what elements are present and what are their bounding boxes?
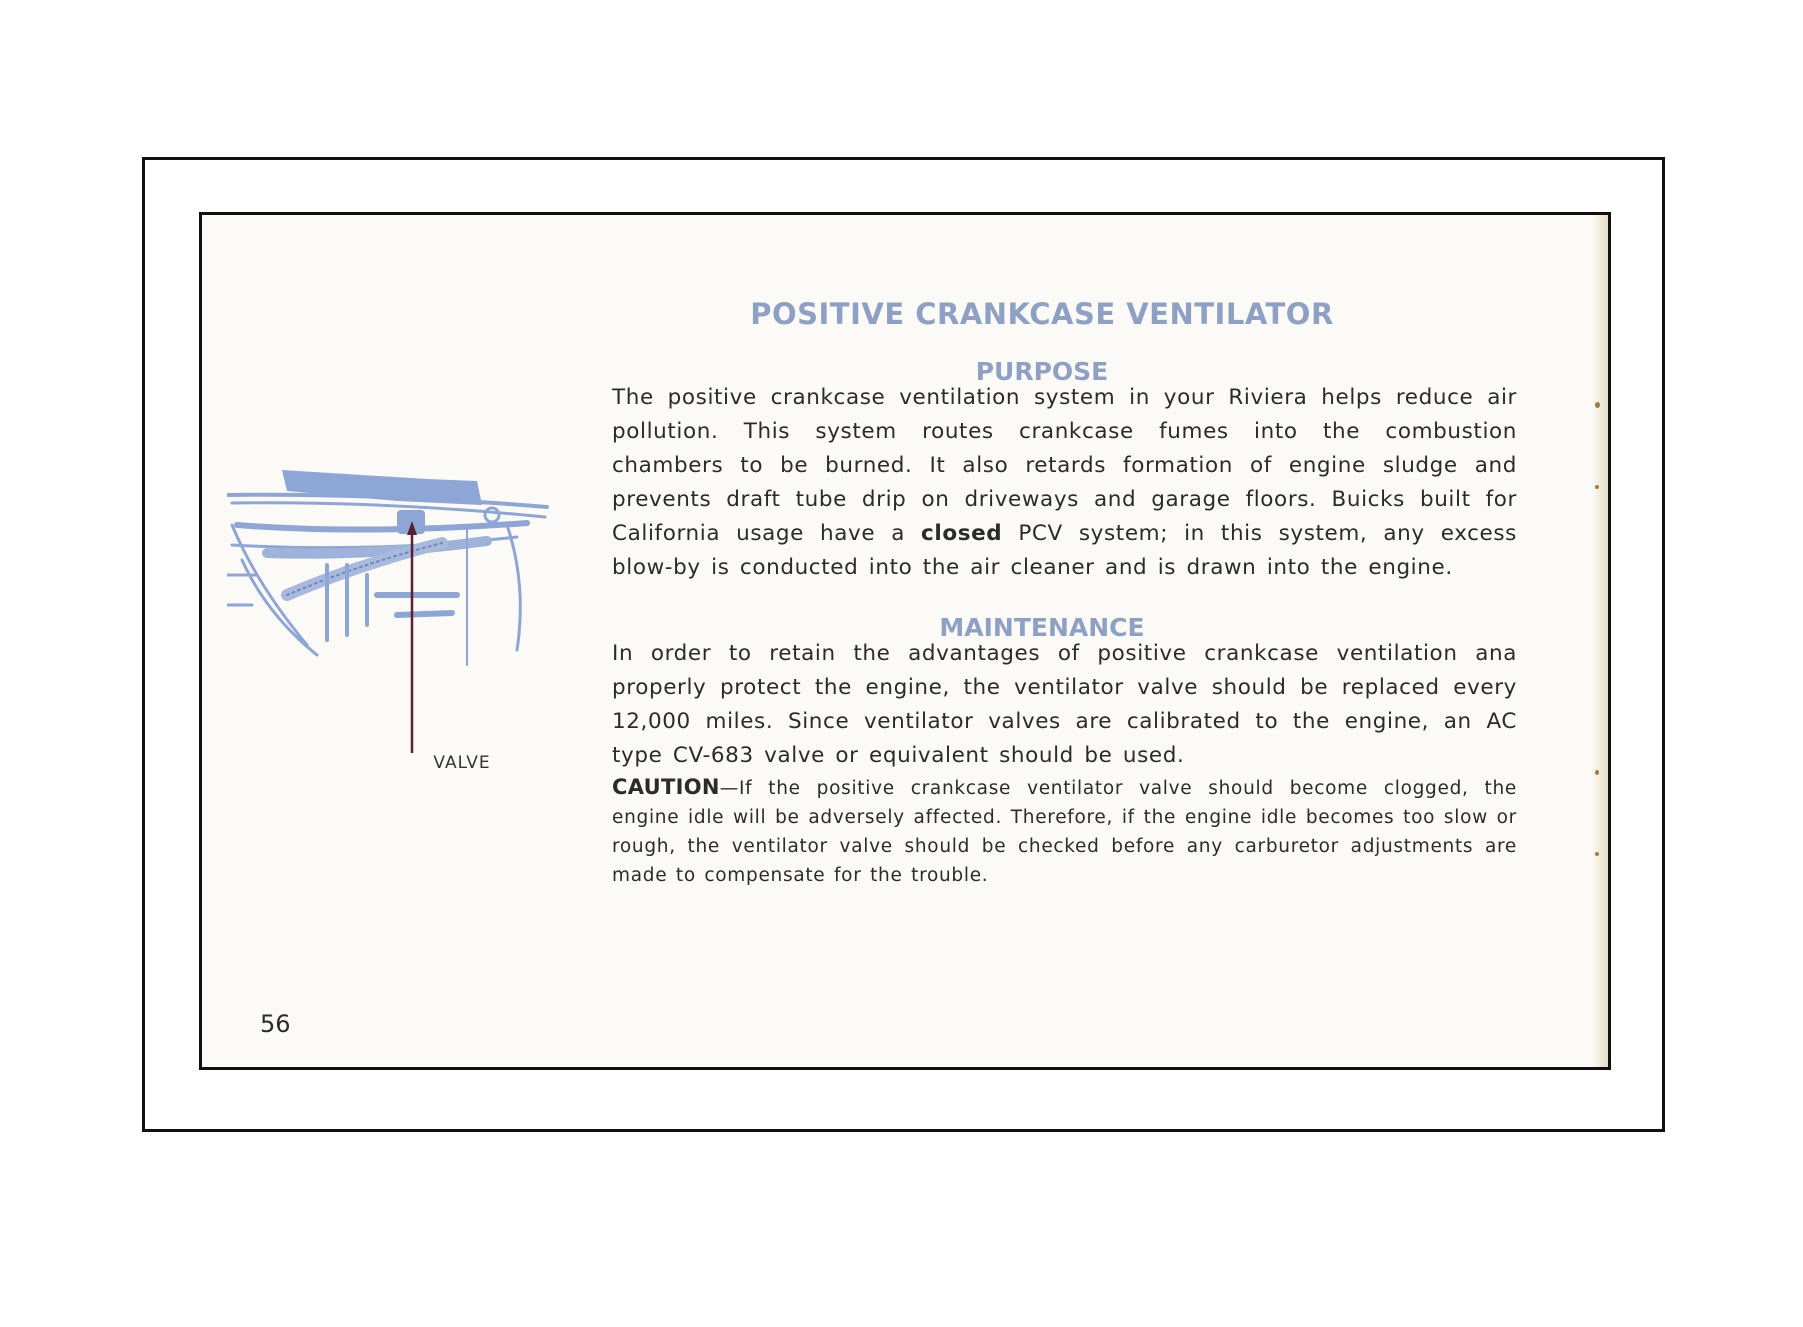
purpose-paragraph xyxy=(612,381,1517,585)
closed-emphasis: closed xyxy=(921,521,1003,546)
page-number: 56 xyxy=(260,1010,291,1038)
pcv-valve-illustration xyxy=(227,465,567,765)
purpose-text-part: PCV system; in this system, any excess blow-by is conducted into the air cleaner and is drawn into the engine. xyxy=(612,521,1517,580)
purpose-text-part: The positive crankcase ventilation system in your Riviera helps reduce air pollution. This system routes crankcase fumes into the combustion chambers to be burned. It also retards formation of engine sludge and prevents draft tube drip on driveways and garage floors. Buicks built for California usage have a xyxy=(612,385,1517,546)
caution-text: —If the positive crankcase ventilator valve should become clogged, the engine idle will be adversely affected. Therefore, if the engine idle becomes too slow or rough, the ventilator valve should be checked before any carburetor adjustments are made to compensate for the trouble. xyxy=(612,778,1517,886)
paper-speck xyxy=(1595,852,1599,856)
caution-paragraph xyxy=(612,773,1517,890)
maintenance-paragraph: In order to retain the advantages of positive crankcase ventilation ana properly protect the engine, the ventilator valve should be replaced every 12,000 miles. Since ventilator valves are calibrated to the engine, an AC type CV-683 valve or equivalent should be used. xyxy=(612,641,1517,768)
manual-page xyxy=(199,212,1611,1070)
page-title: POSITIVE CRANKCASE VENTILATOR xyxy=(750,297,1334,331)
valve-callout-label: VALVE xyxy=(433,753,491,773)
purpose-heading: PURPOSE xyxy=(975,357,1109,386)
paper-speck xyxy=(1595,770,1599,775)
maintenance-heading: MAINTENANCE xyxy=(939,613,1145,642)
page-binding-edge xyxy=(1592,215,1608,1067)
caution-label: CAUTION xyxy=(612,775,720,799)
paper-speck xyxy=(1595,402,1600,408)
paper-speck xyxy=(1595,485,1599,489)
